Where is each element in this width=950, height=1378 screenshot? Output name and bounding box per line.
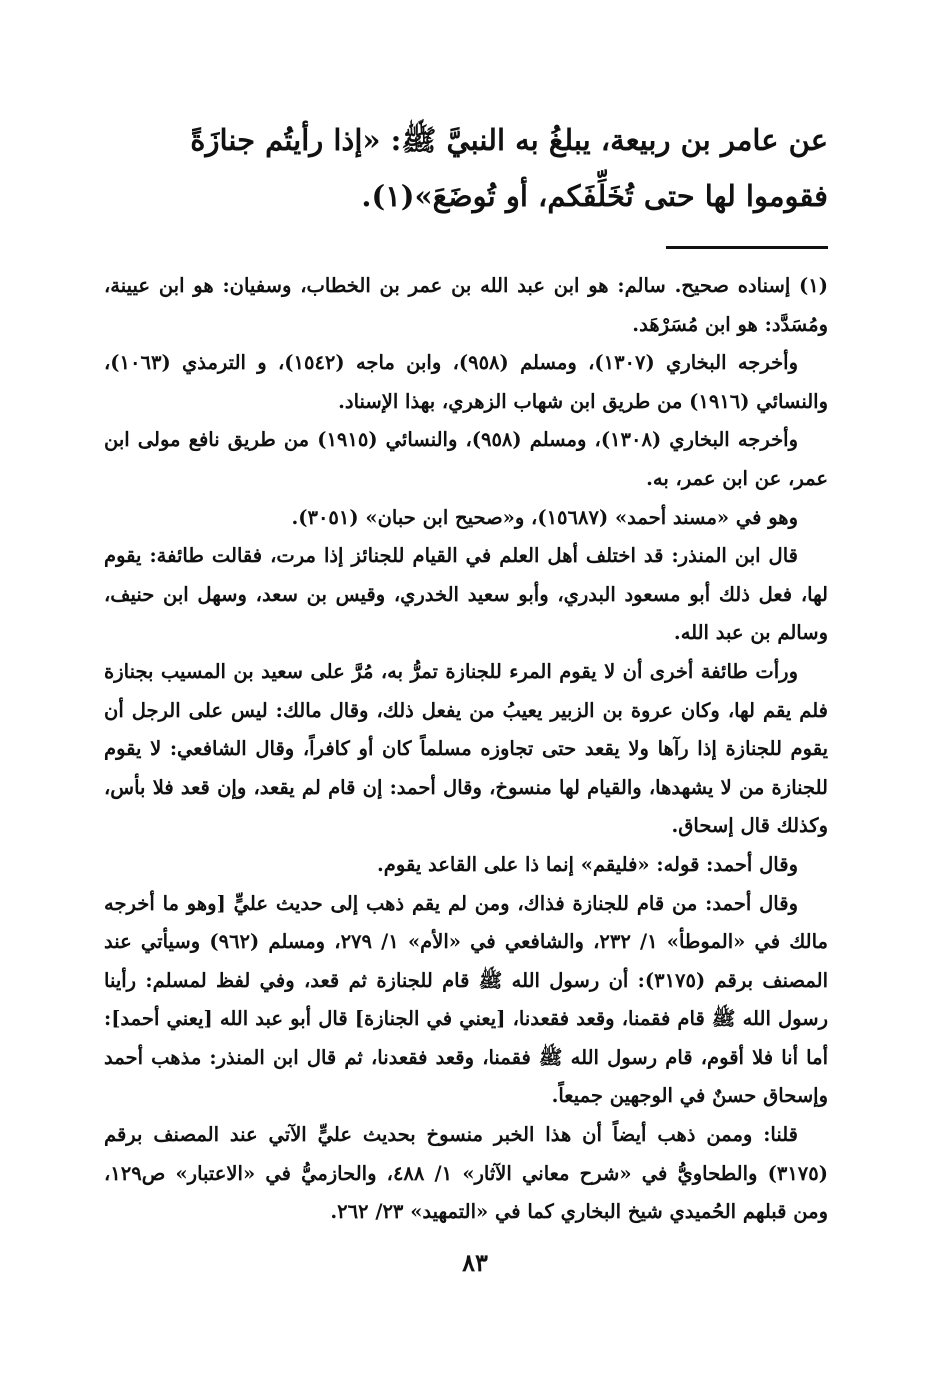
hadith-text [104, 112, 828, 224]
hadith-paragraph: عن عامر بن ربيعة، يبلغُ به النبيَّ ﷺ: «إذا رأيتُم جنازَةً فقوموا لها حتى تُخَلِّفَكم، أو تُوضَعَ»(١). [190, 123, 828, 213]
footnote-paragraph-7: وقال أحمد: قوله: «فليقم» إنما ذا على القاعد يقوم. [377, 852, 798, 876]
footnotes-section [104, 267, 828, 1232]
footnote-paragraph-5: قال ابن المنذر: قد اختلف أهل العلم في القيام للجنائز إذا مرت، فقالت طائفة: يقوم لها، فعل ذلك أبو مسعود البدري، وأبو سعيد الخدري، وقيس بن سعد، وسهل ابن حنيف، وسالم بن عبد الله. [104, 544, 828, 645]
footnote-paragraph-2: وأخرجه البخاري (١٣٠٧)، ومسلم (٩٥٨)، وابن ماجه (١٥٤٢)، و الترمذي (١٠٦٣)، والنسائي (١٩١٦) من طريق ابن شهاب الزهري، بهذا الإسناد. [104, 351, 828, 413]
footnote-paragraph-1: (١) إسناده صحيح. سالم: هو ابن عبد الله بن عمر بن الخطاب، وسفيان: هو ابن عيينة، ومُسَدَّد: هو ابن مُسَرْهَد. [104, 274, 828, 336]
footnote-paragraph-8: وقال أحمد: من قام للجنازة فذاك، ومن لم يقم ذهب إلى حديث عليٍّ [وهو ما أخرجه مالك في «الموطأ» ١/ ٢٣٢، والشافعي في «الأم» ١/ ٢٧٩، ومسلم (٩٦٢) وسيأتي عند المصنف برقم (٣١٧٥): أن رسول الله ﷺ قام للجنازة ثم قعد، وفي لفظ لمسلم: رأينا رسول الله ﷺ قام فقمنا، وقعد فقعدنا، [يعني في الجنازة] قال أبو عبد الله [يعني أحمد]: أما أنا فلا أقوم، قام رسول الله ﷺ فقمنا، وقعد فقعدنا، ثم قال ابن المنذر: مذهب أحمد وإسحاق حسنٌ في الوجهين جميعاً. [104, 891, 828, 1108]
footnote-separator [666, 246, 828, 249]
footnote-paragraph-4: وهو في «مسند أحمد» (١٥٦٨٧)، و«صحيح ابن حبان» (٣٠٥١). [291, 505, 798, 529]
page-number: ٨٣ [462, 1248, 488, 1277]
footnote-paragraph-9: قلنا: وممن ذهب أيضاً أن هذا الخبر منسوخ بحديث عليٍّ الآتي عند المصنف برقم (٣١٧٥) والطحاويُّ في «شرح معاني الآثار» ١/ ٤٨٨، والحازميُّ في «الاعتبار» ص١٢٩، ومن قبلهم الحُميدي شيخ البخاري كما في «التمهيد» ٢٣/ ٢٦٢. [104, 1123, 828, 1224]
footnote-paragraph-6: ورأت طائفة أخرى أن لا يقوم المرء للجنازة تمرُّ به، مُرَّ على سعيد بن المسيب بجنازة فلم يقم لها، وكان عروة بن الزبير يعيبُ من يفعل ذلك، وقال مالك: ليس على الرجل أن يقوم للجنازة إذا رآها ولا يقعد حتى تجاوزه مسلماً كان أو كافراً، وقال الشافعي: لا يقوم للجنازة من لا يشهدها، والقيام لها منسوخ، وقال أحمد: إن قام لم يقعد، وإن قعد فلا بأس، وكذلك قال إسحاق. [104, 659, 828, 838]
page-content [104, 112, 828, 1232]
footnote-paragraph-3: وأخرجه البخاري (١٣٠٨)، ومسلم (٩٥٨)، والنسائي (١٩١٥) من طريق نافع مولى ابن عمر، عن ابن عمر، به. [104, 428, 828, 490]
